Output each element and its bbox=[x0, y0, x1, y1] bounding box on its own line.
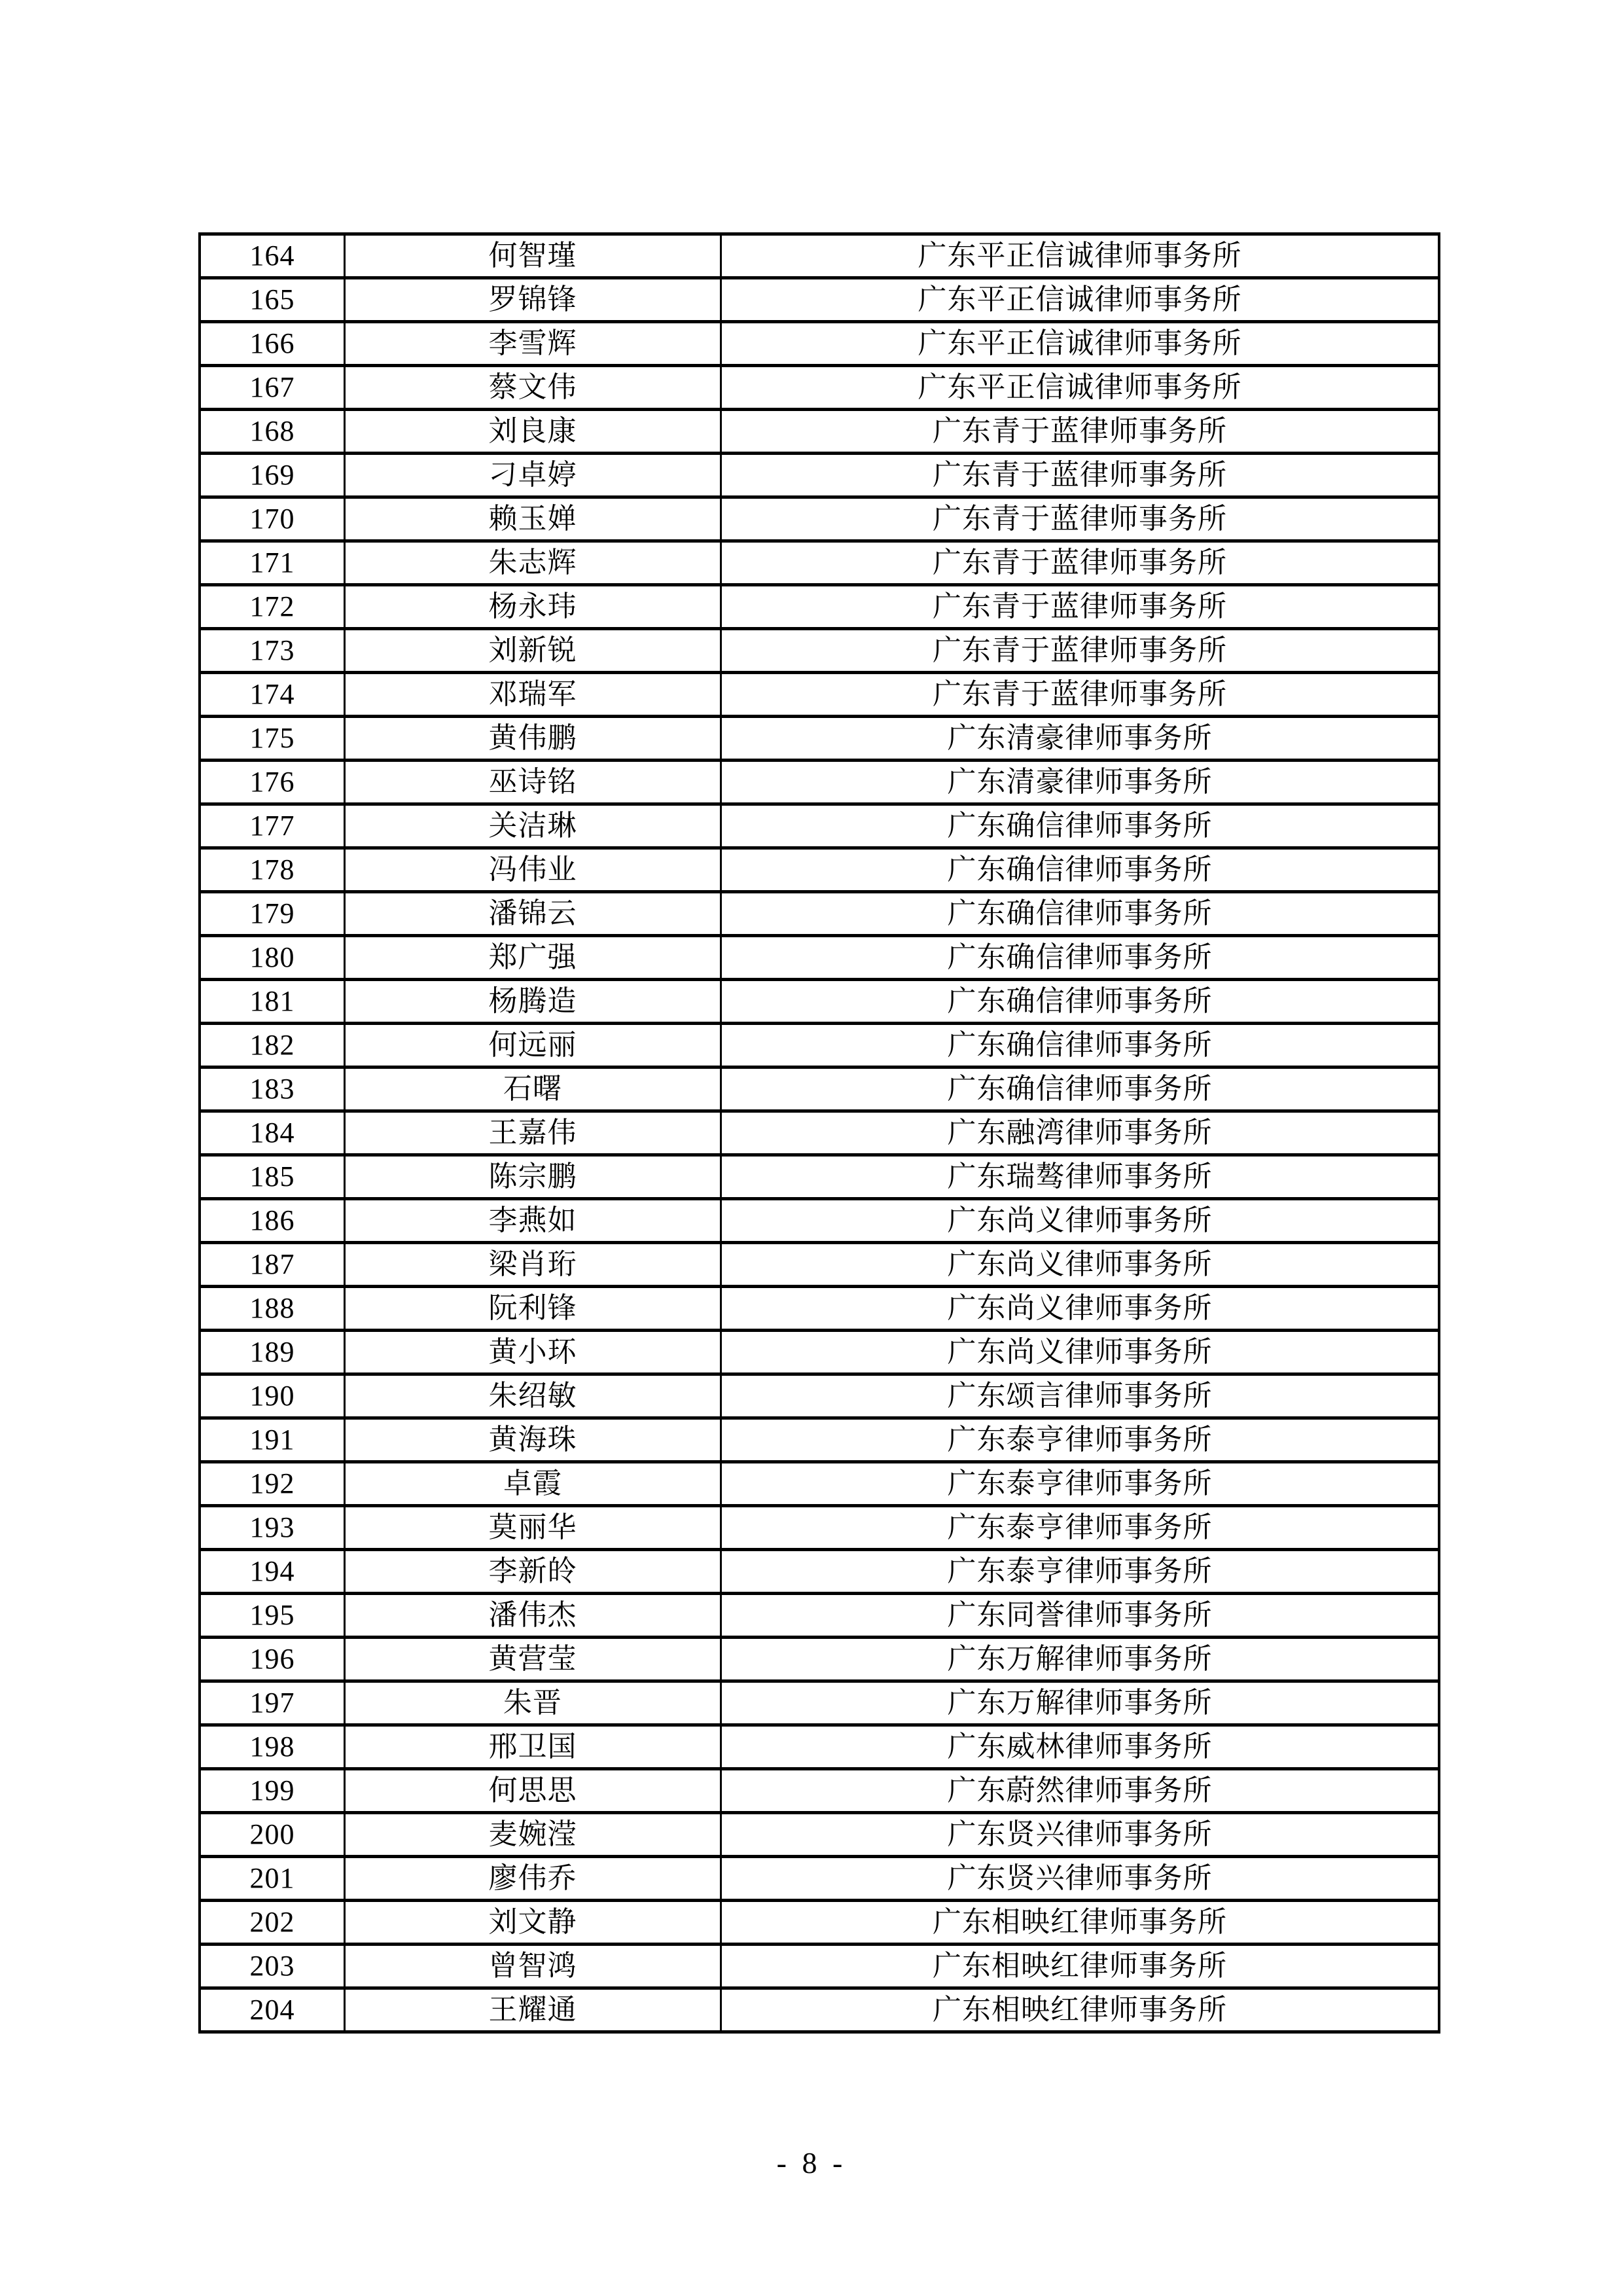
table-row bbox=[200, 1813, 1439, 1857]
lawyer-name-cell: 刘良康 bbox=[345, 410, 721, 454]
table-row bbox=[200, 1418, 1439, 1462]
law-firm-name-cell: 广东确信律师事务所 bbox=[721, 892, 1440, 936]
table-row bbox=[200, 673, 1439, 717]
row-number-cell: 204 bbox=[200, 1988, 345, 2032]
table-row bbox=[200, 1769, 1439, 1813]
law-firm-name-cell: 广东平正信诚律师事务所 bbox=[721, 366, 1440, 410]
row-number-cell: 176 bbox=[200, 761, 345, 804]
law-firm-name-cell: 广东平正信诚律师事务所 bbox=[721, 234, 1440, 278]
lawyer-name-cell: 黄小环 bbox=[345, 1331, 721, 1374]
row-number-cell: 167 bbox=[200, 366, 345, 410]
row-number-cell: 171 bbox=[200, 541, 345, 585]
lawyer-name-cell: 梁肖珩 bbox=[345, 1243, 721, 1287]
law-firm-name-cell: 广东青于蓝律师事务所 bbox=[721, 541, 1440, 585]
row-number-cell: 174 bbox=[200, 673, 345, 717]
row-number-cell: 201 bbox=[200, 1857, 345, 1901]
law-firm-name-cell: 广东万解律师事务所 bbox=[721, 1638, 1440, 1681]
row-number-cell: 168 bbox=[200, 410, 345, 454]
law-firm-name-cell: 广东相映红律师事务所 bbox=[721, 1988, 1440, 2032]
lawyer-name-cell: 黄营莹 bbox=[345, 1638, 721, 1681]
row-number-cell: 173 bbox=[200, 629, 345, 673]
law-firm-name-cell: 广东青于蓝律师事务所 bbox=[721, 410, 1440, 454]
law-firm-name-cell: 广东贤兴律师事务所 bbox=[721, 1857, 1440, 1901]
lawyer-name-cell: 关洁琳 bbox=[345, 804, 721, 848]
table-row bbox=[200, 1199, 1439, 1243]
lawyer-name-cell: 李新皊 bbox=[345, 1550, 721, 1594]
law-firm-name-cell: 广东青于蓝律师事务所 bbox=[721, 497, 1440, 541]
table-row bbox=[200, 980, 1439, 1024]
row-number-cell: 169 bbox=[200, 454, 345, 497]
law-firm-name-cell: 广东确信律师事务所 bbox=[721, 936, 1440, 980]
row-number-cell: 180 bbox=[200, 936, 345, 980]
table-row bbox=[200, 804, 1439, 848]
table-row bbox=[200, 1024, 1439, 1067]
law-firm-name-cell: 广东尚义律师事务所 bbox=[721, 1331, 1440, 1374]
row-number-cell: 198 bbox=[200, 1725, 345, 1769]
row-number-cell: 182 bbox=[200, 1024, 345, 1067]
table-row bbox=[200, 497, 1439, 541]
table-row bbox=[200, 1901, 1439, 1945]
law-firm-name-cell: 广东泰亨律师事务所 bbox=[721, 1462, 1440, 1506]
law-firm-name-cell: 广东平正信诚律师事务所 bbox=[721, 322, 1440, 366]
law-firm-name-cell: 广东贤兴律师事务所 bbox=[721, 1813, 1440, 1857]
lawyer-name-cell: 黄海珠 bbox=[345, 1418, 721, 1462]
table-row bbox=[200, 1681, 1439, 1725]
row-number-cell: 170 bbox=[200, 497, 345, 541]
lawyer-name-cell: 刘文静 bbox=[345, 1901, 721, 1945]
row-number-cell: 179 bbox=[200, 892, 345, 936]
row-number-cell: 196 bbox=[200, 1638, 345, 1681]
law-firm-name-cell: 广东融湾律师事务所 bbox=[721, 1111, 1440, 1155]
row-number-cell: 166 bbox=[200, 322, 345, 366]
lawyer-name-cell: 冯伟业 bbox=[345, 848, 721, 892]
lawyer-name-cell: 莫丽华 bbox=[345, 1506, 721, 1550]
lawyer-name-cell: 朱志辉 bbox=[345, 541, 721, 585]
row-number-cell: 165 bbox=[200, 278, 345, 322]
lawyer-name-cell: 陈宗鹏 bbox=[345, 1155, 721, 1199]
law-firm-name-cell: 广东相映红律师事务所 bbox=[721, 1901, 1440, 1945]
lawyer-name-cell: 李雪辉 bbox=[345, 322, 721, 366]
law-firm-name-cell: 广东泰亨律师事务所 bbox=[721, 1418, 1440, 1462]
law-firm-name-cell: 广东确信律师事务所 bbox=[721, 848, 1440, 892]
row-number-cell: 184 bbox=[200, 1111, 345, 1155]
lawyer-name-cell: 廖伟乔 bbox=[345, 1857, 721, 1901]
table-row bbox=[200, 1857, 1439, 1901]
lawyer-name-cell: 邢卫国 bbox=[345, 1725, 721, 1769]
table-row bbox=[200, 366, 1439, 410]
row-number-cell: 175 bbox=[200, 717, 345, 761]
lawyer-name-cell: 郑广强 bbox=[345, 936, 721, 980]
lawyer-name-cell: 黄伟鹏 bbox=[345, 717, 721, 761]
table-row bbox=[200, 1331, 1439, 1374]
law-firm-name-cell: 广东同誉律师事务所 bbox=[721, 1594, 1440, 1638]
table-row bbox=[200, 892, 1439, 936]
lawyer-name-cell: 曾智鸿 bbox=[345, 1945, 721, 1988]
table-body bbox=[200, 234, 1439, 2032]
table-row bbox=[200, 1462, 1439, 1506]
table-row bbox=[200, 1550, 1439, 1594]
table-row bbox=[200, 1155, 1439, 1199]
lawyer-name-cell: 潘锦云 bbox=[345, 892, 721, 936]
table-row bbox=[200, 278, 1439, 322]
law-firm-name-cell: 广东平正信诚律师事务所 bbox=[721, 278, 1440, 322]
row-number-cell: 178 bbox=[200, 848, 345, 892]
lawyer-name-cell: 邓瑞军 bbox=[345, 673, 721, 717]
law-firm-name-cell: 广东尚义律师事务所 bbox=[721, 1243, 1440, 1287]
table-row bbox=[200, 322, 1439, 366]
law-firm-name-cell: 广东确信律师事务所 bbox=[721, 980, 1440, 1024]
law-firm-name-cell: 广东青于蓝律师事务所 bbox=[721, 629, 1440, 673]
law-firm-name-cell: 广东青于蓝律师事务所 bbox=[721, 454, 1440, 497]
law-firm-name-cell: 广东青于蓝律师事务所 bbox=[721, 585, 1440, 629]
row-number-cell: 172 bbox=[200, 585, 345, 629]
table-row bbox=[200, 234, 1439, 278]
lawyer-name-cell: 巫诗铭 bbox=[345, 761, 721, 804]
row-number-cell: 194 bbox=[200, 1550, 345, 1594]
lawyer-name-cell: 阮利锋 bbox=[345, 1287, 721, 1331]
law-firm-name-cell: 广东瑞骜律师事务所 bbox=[721, 1155, 1440, 1199]
table-row bbox=[200, 1725, 1439, 1769]
law-firm-name-cell: 广东尚义律师事务所 bbox=[721, 1287, 1440, 1331]
row-number-cell: 197 bbox=[200, 1681, 345, 1725]
lawyer-roster-table bbox=[198, 232, 1440, 2034]
row-number-cell: 187 bbox=[200, 1243, 345, 1287]
row-number-cell: 192 bbox=[200, 1462, 345, 1506]
lawyer-name-cell: 蔡文伟 bbox=[345, 366, 721, 410]
law-firm-name-cell: 广东确信律师事务所 bbox=[721, 1067, 1440, 1111]
lawyer-name-cell: 卓霞 bbox=[345, 1462, 721, 1506]
table-row bbox=[200, 1067, 1439, 1111]
lawyer-name-cell: 何智瑾 bbox=[345, 234, 721, 278]
law-firm-name-cell: 广东确信律师事务所 bbox=[721, 1024, 1440, 1067]
row-number-cell: 202 bbox=[200, 1901, 345, 1945]
table-row bbox=[200, 1374, 1439, 1418]
law-firm-name-cell: 广东蔚然律师事务所 bbox=[721, 1769, 1440, 1813]
row-number-cell: 189 bbox=[200, 1331, 345, 1374]
table-row bbox=[200, 454, 1439, 497]
row-number-cell: 186 bbox=[200, 1199, 345, 1243]
table-row bbox=[200, 629, 1439, 673]
law-firm-name-cell: 广东万解律师事务所 bbox=[721, 1681, 1440, 1725]
lawyer-name-cell: 朱绍敏 bbox=[345, 1374, 721, 1418]
table-row bbox=[200, 761, 1439, 804]
lawyer-name-cell: 王耀通 bbox=[345, 1988, 721, 2032]
table-row bbox=[200, 1988, 1439, 2032]
row-number-cell: 188 bbox=[200, 1287, 345, 1331]
law-firm-name-cell: 广东青于蓝律师事务所 bbox=[721, 673, 1440, 717]
lawyer-name-cell: 麦婉滢 bbox=[345, 1813, 721, 1857]
lawyer-name-cell: 王嘉伟 bbox=[345, 1111, 721, 1155]
row-number-cell: 199 bbox=[200, 1769, 345, 1813]
row-number-cell: 164 bbox=[200, 234, 345, 278]
table-row bbox=[200, 1638, 1439, 1681]
law-firm-name-cell: 广东威林律师事务所 bbox=[721, 1725, 1440, 1769]
law-firm-name-cell: 广东清豪律师事务所 bbox=[721, 717, 1440, 761]
lawyer-name-cell: 潘伟杰 bbox=[345, 1594, 721, 1638]
lawyer-name-cell: 罗锦锋 bbox=[345, 278, 721, 322]
table-row bbox=[200, 585, 1439, 629]
row-number-cell: 195 bbox=[200, 1594, 345, 1638]
lawyer-name-cell: 石曙 bbox=[345, 1067, 721, 1111]
table-row bbox=[200, 1594, 1439, 1638]
lawyer-name-cell: 刘新锐 bbox=[345, 629, 721, 673]
law-firm-name-cell: 广东泰亨律师事务所 bbox=[721, 1550, 1440, 1594]
table-row bbox=[200, 410, 1439, 454]
table-row bbox=[200, 848, 1439, 892]
law-firm-name-cell: 广东清豪律师事务所 bbox=[721, 761, 1440, 804]
row-number-cell: 185 bbox=[200, 1155, 345, 1199]
law-firm-name-cell: 广东尚义律师事务所 bbox=[721, 1199, 1440, 1243]
lawyer-name-cell: 何远丽 bbox=[345, 1024, 721, 1067]
row-number-cell: 183 bbox=[200, 1067, 345, 1111]
table-row bbox=[200, 1287, 1439, 1331]
row-number-cell: 203 bbox=[200, 1945, 345, 1988]
table-row bbox=[200, 541, 1439, 585]
row-number-cell: 191 bbox=[200, 1418, 345, 1462]
row-number-cell: 200 bbox=[200, 1813, 345, 1857]
lawyer-name-cell: 杨永玮 bbox=[345, 585, 721, 629]
row-number-cell: 193 bbox=[200, 1506, 345, 1550]
lawyer-name-cell: 李燕如 bbox=[345, 1199, 721, 1243]
lawyer-name-cell: 何思思 bbox=[345, 1769, 721, 1813]
table-row bbox=[200, 717, 1439, 761]
lawyer-name-cell: 赖玉婵 bbox=[345, 497, 721, 541]
page-number: - 8 - bbox=[776, 2146, 847, 2179]
lawyer-name-cell: 杨腾造 bbox=[345, 980, 721, 1024]
law-firm-name-cell: 广东颂言律师事务所 bbox=[721, 1374, 1440, 1418]
row-number-cell: 177 bbox=[200, 804, 345, 848]
law-firm-name-cell: 广东确信律师事务所 bbox=[721, 804, 1440, 848]
law-firm-name-cell: 广东相映红律师事务所 bbox=[721, 1945, 1440, 1988]
table-row bbox=[200, 1506, 1439, 1550]
table-row bbox=[200, 1945, 1439, 1988]
table-row bbox=[200, 936, 1439, 980]
lawyer-name-cell: 朱晋 bbox=[345, 1681, 721, 1725]
table-row bbox=[200, 1243, 1439, 1287]
lawyer-name-cell: 刁卓婷 bbox=[345, 454, 721, 497]
table-row bbox=[200, 1111, 1439, 1155]
row-number-cell: 181 bbox=[200, 980, 345, 1024]
law-firm-name-cell: 广东泰亨律师事务所 bbox=[721, 1506, 1440, 1550]
row-number-cell: 190 bbox=[200, 1374, 345, 1418]
